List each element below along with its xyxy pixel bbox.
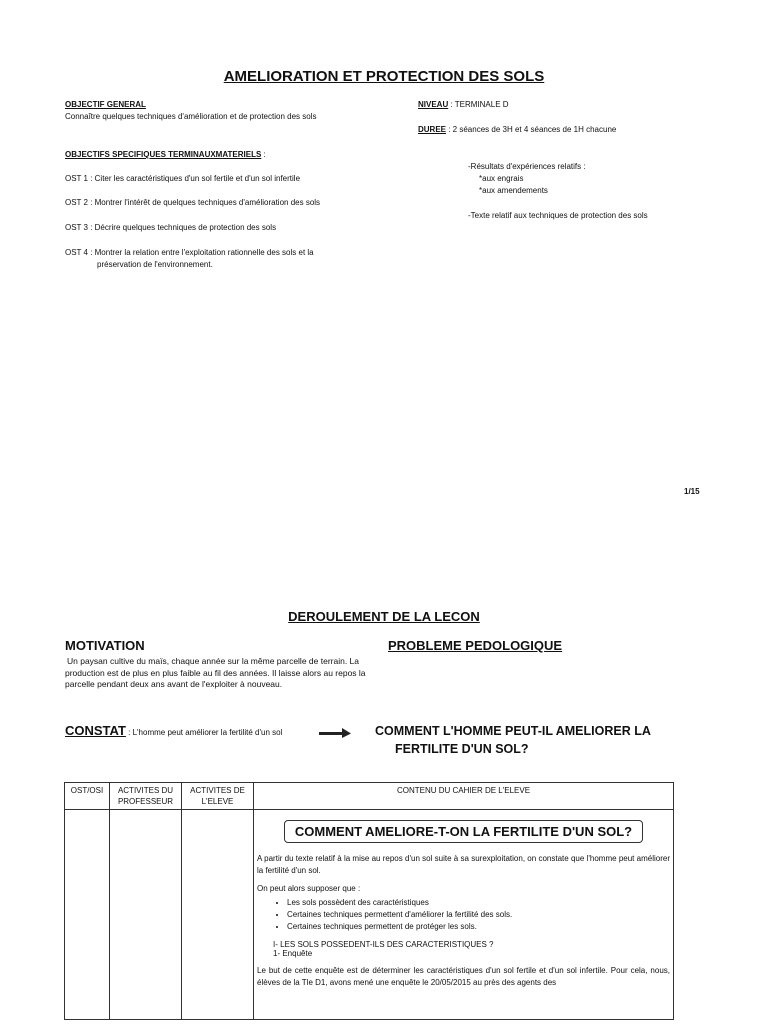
constat-line <box>65 722 282 740</box>
lesson-title: DEROULEMENT DE LA LECON <box>288 609 480 624</box>
paragraph-3: Le but de cette enquête est de déterminer les caractéristiques d'un sol fertile et d'un sol infertile. Pour cela, nous, élèves de la Tle D1, avons mené une enquête le 20/05/2015 au près des agents des <box>257 966 670 987</box>
motivation-text: Un paysan cultive du maïs, chaque année sur la même parcelle de terrain. La production est de plus en plus faible au fil des années. Il laisse alors au repos la parcelle pendant deux ans avant de l'exploiter à nouveau. <box>65 656 366 689</box>
cell-professeur <box>110 810 182 1020</box>
cell-ost <box>65 810 110 1020</box>
niveau-label: NIVEAU <box>418 100 449 109</box>
materiels-item: *aux amendements <box>479 186 548 195</box>
ost-4: OST 4 : Montrer la relation entre l'exploitation rationnelle des sols et la <box>65 248 314 257</box>
section-heading-1: I- LES SOLS POSSEDENT-ILS DES CARACTERISTIQUES ? <box>273 940 494 949</box>
probleme-pedologique-label: PROBLEME PEDOLOGIQUE <box>388 638 563 653</box>
list-item: • Certaines techniques permettent d'améliorer la fertilité des sols. <box>287 909 670 921</box>
ost-1: OST 1 : Citer les caractéristiques d'un sol fertile et d'un sol infertile <box>65 174 301 183</box>
niveau-line <box>418 99 509 111</box>
problem-question <box>375 722 651 758</box>
ost-3: OST 3 : Décrire quelques techniques de protection des sols <box>65 223 277 232</box>
constat-label: CONSTAT <box>65 723 126 738</box>
objectifs-specifiques-colon: : <box>261 150 266 159</box>
list-item: • Certaines techniques permettent de protéger les sols. <box>287 921 670 933</box>
header-contenu-cahier: CONTENU DU CAHIER DE L'ELEVE <box>254 783 674 810</box>
hypotheses-list <box>257 897 670 933</box>
cell-eleve <box>182 810 254 1020</box>
table-header-row <box>65 783 674 810</box>
page-number: 1/15 <box>684 487 700 496</box>
materiels-item: *aux engrais <box>479 174 524 183</box>
duree-line <box>418 124 616 136</box>
duree-value: : 2 séances de 3H et 4 séances de 1H chacune <box>446 125 617 134</box>
subsection-heading: 1- Enquête <box>273 949 313 958</box>
motivation-label: MOTIVATION <box>65 638 145 653</box>
cell-contenu <box>254 810 674 1020</box>
materiels-item: -Résultats d'expériences relatifs : <box>468 162 586 171</box>
objectif-general-label: OBJECTIF GENERAL <box>65 100 146 109</box>
niveau-value: : TERMINALE D <box>448 100 509 109</box>
objectif-general-block <box>65 99 385 123</box>
objectifs-specifiques-heading <box>65 149 266 161</box>
header-activites-professeur: ACTIVITES DU PROFESSEUR <box>110 783 182 810</box>
constat-text: : L'homme peut améliorer la fertilité d'un sol <box>125 728 283 737</box>
paragraph-2: On peut alors supposer que : <box>257 884 361 893</box>
header-activites-eleve: ACTIVITES DE L'ELEVE <box>182 783 254 810</box>
table-row <box>65 810 674 1020</box>
ost-2: OST 2 : Montrer l'intérêt de quelques techniques d'amélioration des sols <box>65 198 321 207</box>
box-title: COMMENT AMELIORE-T-ON LA FERTILITE D'UN SOL? <box>284 820 643 843</box>
problem-question-line1: COMMENT L'HOMME PEUT-IL AMELIORER LA <box>375 724 651 738</box>
duree-label: DUREE <box>418 125 447 134</box>
objectifs-specifiques-label: OBJECTIFS SPECIFIQUES TERMINAUXMATERIELS <box>65 150 262 159</box>
header-ost-osi: OST/OSI <box>65 783 110 810</box>
materiels-item: -Texte relatif aux techniques de protection des sols <box>468 211 648 220</box>
objectif-general-text: Connaître quelques techniques d'amélioration et de protection des sols <box>65 112 317 121</box>
problem-question-line2: FERTILITE D'UN SOL? <box>395 742 529 756</box>
page-title: AMELIORATION ET PROTECTION DES SOLS <box>223 68 545 85</box>
arrow-icon <box>318 725 352 743</box>
lesson-table <box>64 782 674 1020</box>
paragraph-1: A partir du texte relatif à la mise au repos d'un sol suite à sa surexploitation, on constate que l'homme peut améliorer la fertilité d'un sol. <box>257 854 670 875</box>
list-item: • Les sols possèdent des caractéristiques <box>287 897 670 909</box>
ost-4-continuation: préservation de l'environnement. <box>97 260 213 269</box>
